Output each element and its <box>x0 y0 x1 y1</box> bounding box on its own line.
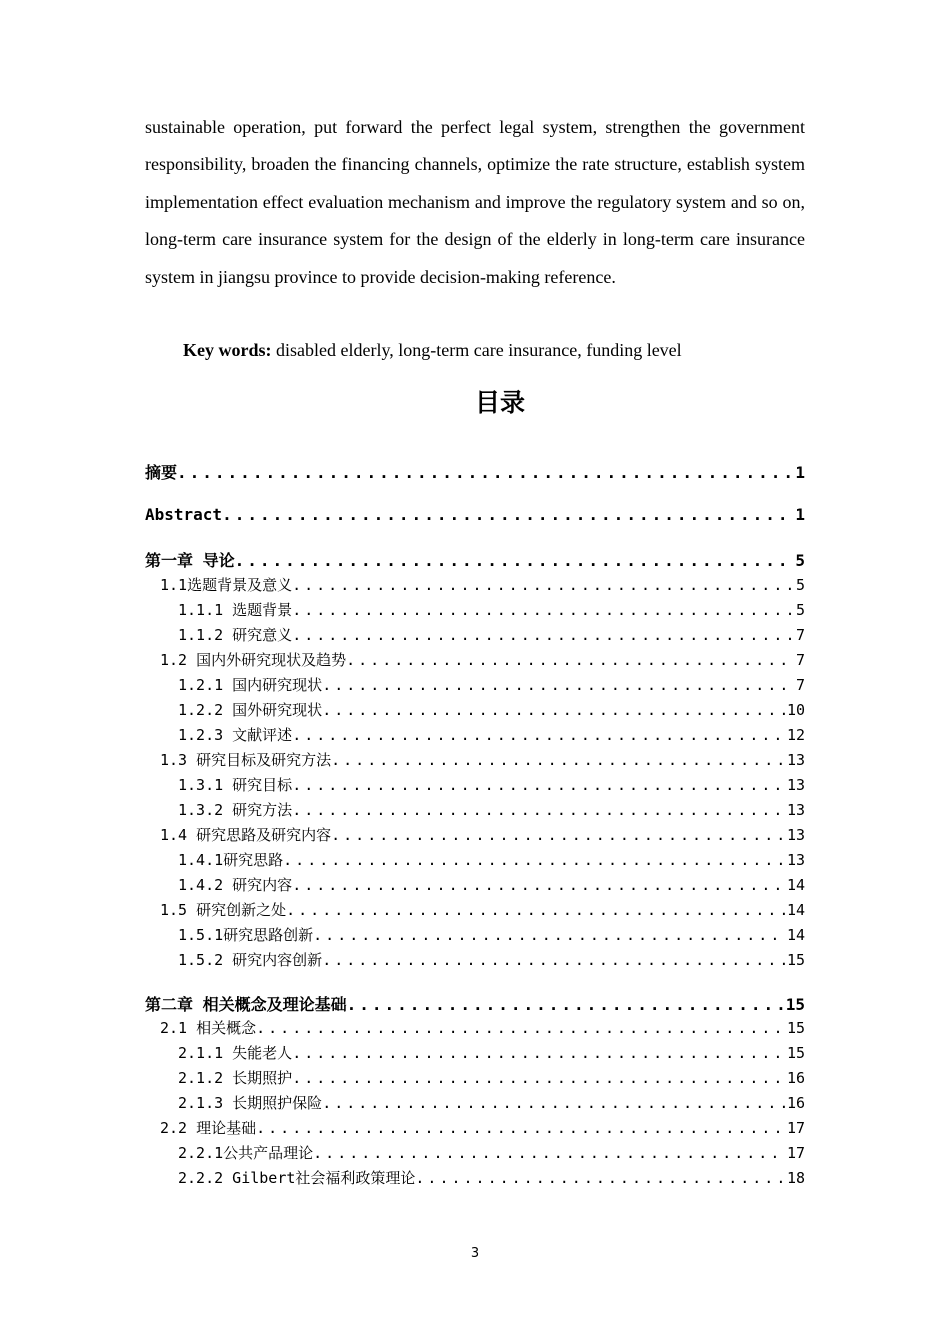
toc-leader <box>292 776 785 794</box>
toc-entry-label: 1.5 研究创新之处 <box>160 901 287 919</box>
toc-leader <box>415 1169 785 1187</box>
toc-entry[interactable] <box>145 460 805 483</box>
toc-entry[interactable] <box>160 749 805 770</box>
toc-leader <box>322 676 794 694</box>
toc-entry[interactable] <box>160 649 805 670</box>
toc-leader <box>322 1094 785 1112</box>
toc-entry[interactable] <box>178 674 805 695</box>
toc-entry-label: 1.3.1 研究目标 <box>178 776 293 794</box>
toc-leader <box>347 995 784 1014</box>
toc-leader <box>322 701 785 719</box>
toc-leader <box>292 801 785 819</box>
toc-leader <box>177 463 793 482</box>
toc-entry-page: 17 <box>786 1144 805 1162</box>
toc-entry-page: 1 <box>795 505 805 524</box>
toc-entry-label: 2.1.3 长期照护保险 <box>178 1094 323 1112</box>
toc-entry-label: 2.2.2 Gilbert社会福利政策理论 <box>178 1169 416 1187</box>
toc-entry-page: 13 <box>786 826 805 844</box>
toc-leader <box>331 751 785 769</box>
toc-entry[interactable] <box>160 824 805 845</box>
toc-entry-page: 15 <box>786 1019 805 1037</box>
toc-entry[interactable] <box>178 774 805 795</box>
toc-entry-page: 5 <box>795 576 805 594</box>
toc-leader <box>292 1069 785 1087</box>
page-number: 3 <box>470 1246 480 1261</box>
toc-leader <box>313 926 785 944</box>
toc-leader <box>292 601 794 619</box>
toc-entry[interactable] <box>160 1017 805 1038</box>
toc-entry-label: 第二章 相关概念及理论基础 <box>145 995 347 1014</box>
toc-entry-label: 1.3 研究目标及研究方法 <box>160 751 332 769</box>
toc-entry-page: 13 <box>786 776 805 794</box>
toc-entry-page: 10 <box>786 701 805 719</box>
toc-entry-page: 17 <box>786 1119 805 1137</box>
toc-entry-page: 14 <box>786 926 805 944</box>
toc-entry[interactable] <box>178 599 805 620</box>
toc-entry[interactable] <box>178 1142 805 1163</box>
toc-entry-label: 1.3.2 研究方法 <box>178 801 293 819</box>
toc-entry-page: 16 <box>786 1069 805 1087</box>
toc-entry-label: 1.1选题背景及意义 <box>160 576 293 594</box>
toc-entry-label: 1.2.1 国内研究现状 <box>178 676 323 694</box>
toc-leader <box>222 505 793 524</box>
toc-entry-label: 第一章 导论 <box>145 551 235 570</box>
toc-entry-label: 2.1 相关概念 <box>160 1019 257 1037</box>
toc-entry-page: 16 <box>786 1094 805 1112</box>
toc-entry-label: 摘要 <box>145 463 178 482</box>
toc-entry-label: 2.2 理论基础 <box>160 1119 257 1137</box>
toc-entry-label: 2.2.1公共产品理论 <box>178 1144 314 1162</box>
toc-entry[interactable] <box>145 505 805 524</box>
toc-entry-page: 12 <box>786 726 805 744</box>
toc-entry[interactable] <box>178 849 805 870</box>
toc-leader <box>235 551 794 570</box>
toc-entry[interactable] <box>178 1167 805 1188</box>
toc-entry-label: 1.4 研究思路及研究内容 <box>160 826 332 844</box>
toc-entry-label: 1.5.2 研究内容创新 <box>178 951 323 969</box>
toc-entry-page: 18 <box>786 1169 805 1187</box>
toc-entry[interactable] <box>160 574 805 595</box>
toc-entry-label: 1.5.1研究思路创新 <box>178 926 314 944</box>
toc-entry-page: 13 <box>786 751 805 769</box>
toc-entry-page: 5 <box>795 601 805 619</box>
toc-entry-label: 1.1.1 选题背景 <box>178 601 293 619</box>
toc-entry-page: 7 <box>795 676 805 694</box>
toc-title: 目录 <box>474 388 525 417</box>
toc-entry[interactable] <box>178 724 805 745</box>
toc-entry-label: 2.1.1 失能老人 <box>178 1044 293 1062</box>
toc-entry-label: 1.4.2 研究内容 <box>178 876 293 894</box>
toc-entry-page: 5 <box>795 551 805 570</box>
toc-leader <box>286 901 785 919</box>
toc-leader <box>292 1044 785 1062</box>
toc-entry-page: 15 <box>785 995 805 1014</box>
toc-leader <box>292 626 794 644</box>
toc-entry[interactable] <box>145 548 805 571</box>
toc-leader <box>346 651 794 669</box>
toc-entry-page: 1 <box>795 463 805 482</box>
toc-entry-page: 14 <box>786 876 805 894</box>
toc-leader <box>322 951 785 969</box>
toc-leader <box>331 826 785 844</box>
toc-entry[interactable] <box>178 1042 805 1063</box>
toc-entry[interactable] <box>145 992 805 1015</box>
toc-leader <box>292 876 785 894</box>
toc-leader <box>256 1119 785 1137</box>
toc-entry-page: 14 <box>786 901 805 919</box>
toc-entry-label: 1.2.2 国外研究现状 <box>178 701 323 719</box>
toc-entry-page: 7 <box>795 626 805 644</box>
toc-entry[interactable] <box>178 799 805 820</box>
toc-entry-label: 1.2 国内外研究现状及趋势 <box>160 651 347 669</box>
toc-entry-label: 1.1.2 研究意义 <box>178 626 293 644</box>
toc-entry[interactable] <box>178 699 805 720</box>
toc-entry[interactable] <box>178 1092 805 1113</box>
toc-entry-page: 15 <box>786 1044 805 1062</box>
toc-entry-page: 7 <box>795 651 805 669</box>
toc-leader <box>313 1144 785 1162</box>
toc-entry-label: 2.1.2 长期照护 <box>178 1069 293 1087</box>
keywords-label: Key words: <box>183 340 272 360</box>
toc-entry-label: 1.4.1研究思路 <box>178 851 284 869</box>
toc-entry[interactable] <box>178 624 805 645</box>
toc-entry[interactable] <box>160 899 805 920</box>
toc-leader <box>292 726 785 744</box>
abstract-paragraph: sustainable operation, put forward the perfect legal system, strengthen the government responsibility, broaden the financing channels, optimize the rate structure, establish system implementation effect evaluation mechanism and improve the regulatory system and so on, long-term care insurance system for the design of the elderly in long-term care insurance system in jiangsu province to provide decision-making reference. <box>145 117 805 287</box>
toc-entry[interactable] <box>178 874 805 895</box>
toc-entry-label: 1.2.3 文献评述 <box>178 726 293 744</box>
toc-leader <box>292 576 794 594</box>
keywords-value: disabled elderly, long-term care insurance, funding level <box>271 340 682 360</box>
toc-entry[interactable] <box>160 1117 805 1138</box>
toc-entry[interactable] <box>178 924 805 945</box>
toc-entry-page: 15 <box>786 951 805 969</box>
toc-entry-page: 13 <box>786 801 805 819</box>
toc-leader <box>283 851 785 869</box>
keywords-line <box>183 335 682 365</box>
abstract-continuation <box>145 109 805 296</box>
toc-entry[interactable] <box>178 949 805 970</box>
toc-entry-page: 13 <box>786 851 805 869</box>
toc-entry-label: Abstract <box>145 505 223 524</box>
toc-leader <box>256 1019 785 1037</box>
toc-entry[interactable] <box>178 1067 805 1088</box>
